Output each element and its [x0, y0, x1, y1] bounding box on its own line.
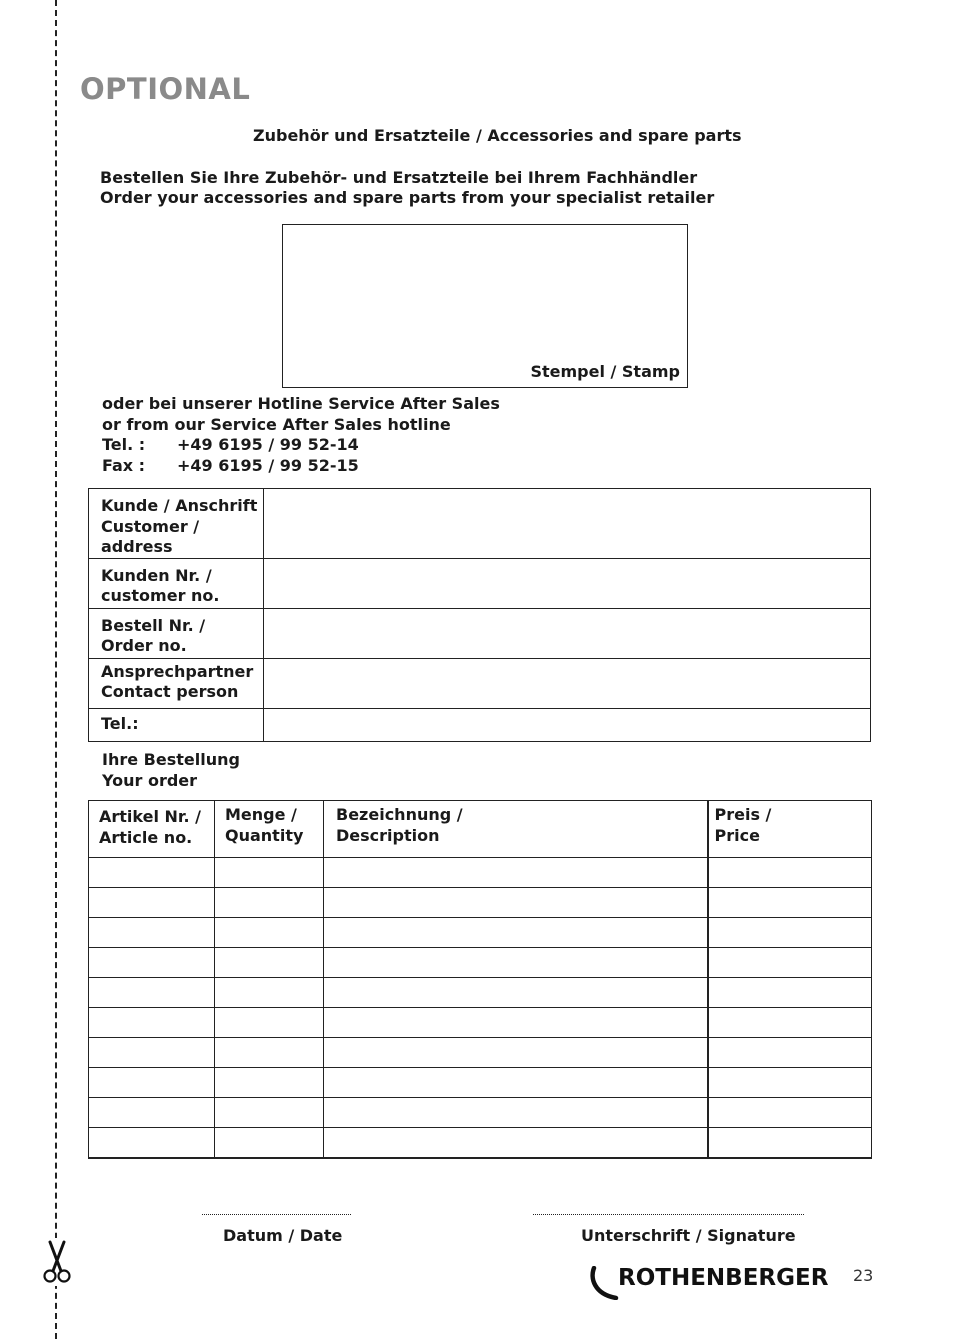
- col-header-line: Bezeichnung /: [336, 805, 463, 824]
- hotline-fax: [102, 456, 500, 477]
- col-header-quantity: [215, 801, 324, 858]
- order-no-field[interactable]: [264, 608, 871, 658]
- hotline-line-de: oder bei unserer Hotline Service After Sales: [102, 394, 500, 413]
- article-no-cell[interactable]: [89, 1038, 215, 1068]
- form-row-customer-address: [89, 489, 871, 559]
- form-label-line: Tel.:: [101, 713, 139, 733]
- price-cell[interactable]: [708, 1008, 872, 1038]
- article-no-cell[interactable]: [89, 1098, 215, 1128]
- form-row-contact-person: [89, 658, 871, 708]
- order-row: [89, 1098, 872, 1128]
- price-cell[interactable]: [708, 918, 872, 948]
- col-header-description: [324, 801, 708, 858]
- stamp-label: Stempel / Stamp: [530, 362, 680, 381]
- order-row: [89, 1038, 872, 1068]
- intro-line-en: Order your accessories and spare parts from your specialist retailer: [100, 188, 715, 207]
- order-row: [89, 858, 872, 888]
- description-cell[interactable]: [324, 1068, 708, 1098]
- quantity-cell[interactable]: [215, 1068, 324, 1098]
- price-cell[interactable]: [708, 948, 872, 978]
- quantity-cell[interactable]: [215, 948, 324, 978]
- col-header-line: Price: [714, 825, 760, 845]
- form-row-customer-no: [89, 558, 871, 608]
- form-label-line: Customer / address: [101, 516, 200, 556]
- customer-form-table: [88, 488, 871, 742]
- description-cell[interactable]: [324, 1008, 708, 1038]
- price-cell[interactable]: [708, 1128, 872, 1159]
- description-cell[interactable]: [324, 948, 708, 978]
- description-cell[interactable]: [324, 978, 708, 1008]
- description-cell[interactable]: [324, 918, 708, 948]
- order-section-label: [102, 749, 240, 791]
- col-header-line: Article no.: [99, 827, 193, 847]
- description-cell[interactable]: [324, 1128, 708, 1159]
- fax-value: +49 6195 / 99 52-15: [177, 455, 359, 475]
- quantity-cell[interactable]: [215, 1008, 324, 1038]
- form-label-line: Ansprechpartner: [101, 661, 254, 681]
- intro-text: [100, 168, 714, 208]
- fax-label: Fax :: [102, 455, 146, 475]
- form-label: [89, 708, 264, 741]
- price-cell[interactable]: [708, 1098, 872, 1128]
- intro-line-de: Bestellen Sie Ihre Zubehör- und Ersatzteile bei Ihrem Fachhändler: [100, 168, 698, 187]
- cut-line: [55, 0, 57, 1339]
- article-no-cell[interactable]: [89, 1068, 215, 1098]
- article-no-cell[interactable]: [89, 918, 215, 948]
- description-cell[interactable]: [324, 858, 708, 888]
- article-no-cell[interactable]: [89, 948, 215, 978]
- form-label-line: Kunde / Anschrift: [101, 496, 258, 515]
- customer-address-field[interactable]: [264, 489, 871, 559]
- order-row: [89, 918, 872, 948]
- rothenberger-logo: [590, 1264, 829, 1302]
- page-number: 23: [853, 1266, 874, 1285]
- order-section-line-en: Your order: [102, 771, 198, 790]
- form-label: [89, 608, 264, 658]
- form-label: [89, 489, 264, 559]
- signature-label: Unterschrift / Signature: [581, 1226, 796, 1245]
- price-cell[interactable]: [708, 858, 872, 888]
- col-header-line: Description: [336, 825, 440, 845]
- form-label-line: Contact person: [101, 682, 239, 701]
- quantity-cell[interactable]: [215, 1128, 324, 1159]
- order-row: [89, 888, 872, 918]
- quantity-cell[interactable]: [215, 888, 324, 918]
- col-header-price: [708, 801, 872, 858]
- order-row: [89, 948, 872, 978]
- quantity-cell[interactable]: [215, 858, 324, 888]
- quantity-cell[interactable]: [215, 1098, 324, 1128]
- description-cell[interactable]: [324, 1038, 708, 1068]
- form-label-line: Bestell Nr. /: [101, 615, 206, 635]
- tel-label: Tel. :: [102, 435, 146, 454]
- hotline-info: [102, 394, 500, 476]
- contact-person-field[interactable]: [264, 658, 871, 708]
- col-header-article-no: [89, 801, 215, 858]
- tel-field[interactable]: [264, 708, 871, 741]
- form-label: [89, 558, 264, 608]
- section-subtitle: Zubehör und Ersatzteile / Accessories and spare parts: [253, 126, 742, 145]
- page-heading: OPTIONAL: [80, 72, 251, 106]
- order-section-line-de: Ihre Bestellung: [102, 750, 240, 769]
- customer-no-field[interactable]: [264, 558, 871, 608]
- article-no-cell[interactable]: [89, 978, 215, 1008]
- price-cell[interactable]: [708, 978, 872, 1008]
- brand-name: ROTHENBERGER: [618, 1265, 829, 1291]
- form-label-line: customer no.: [101, 586, 220, 605]
- col-header-line: Artikel Nr. /: [99, 807, 202, 826]
- quantity-cell[interactable]: [215, 918, 324, 948]
- quantity-cell[interactable]: [215, 1038, 324, 1068]
- date-line: [202, 1214, 351, 1215]
- form-label-line: Kunden Nr. /: [101, 565, 212, 585]
- price-cell[interactable]: [708, 1068, 872, 1098]
- article-no-cell[interactable]: [89, 1008, 215, 1038]
- order-row: [89, 978, 872, 1008]
- order-table-header: [89, 801, 872, 858]
- description-cell[interactable]: [324, 888, 708, 918]
- price-cell[interactable]: [708, 888, 872, 918]
- form-row-order-no: [89, 608, 871, 658]
- article-no-cell[interactable]: [89, 858, 215, 888]
- order-table-body: [89, 858, 872, 1159]
- order-table: [88, 800, 872, 1159]
- hotline-tel: [102, 435, 500, 456]
- logo-swoosh-icon: [590, 1266, 620, 1300]
- article-no-cell[interactable]: [89, 1128, 215, 1159]
- col-header-line: Quantity: [225, 825, 304, 845]
- form-label-line: Order no.: [101, 636, 187, 655]
- quantity-cell[interactable]: [215, 978, 324, 1008]
- form-row-tel: [89, 708, 871, 741]
- col-header-line: Preis /: [714, 805, 772, 824]
- article-no-cell[interactable]: [89, 888, 215, 918]
- order-row: [89, 1068, 872, 1098]
- order-row: [89, 1128, 872, 1159]
- signature-line: [533, 1214, 804, 1215]
- order-row: [89, 1008, 872, 1038]
- scissors-icon: [42, 1238, 72, 1286]
- hotline-line-en: or from our Service After Sales hotline: [102, 414, 451, 434]
- col-header-line: Menge /: [225, 805, 297, 824]
- description-cell[interactable]: [324, 1098, 708, 1128]
- form-label: [89, 658, 264, 708]
- price-cell[interactable]: [708, 1038, 872, 1068]
- date-label: Datum / Date: [223, 1226, 343, 1245]
- stamp-box: [282, 224, 688, 388]
- tel-value: +49 6195 / 99 52-14: [177, 435, 359, 454]
